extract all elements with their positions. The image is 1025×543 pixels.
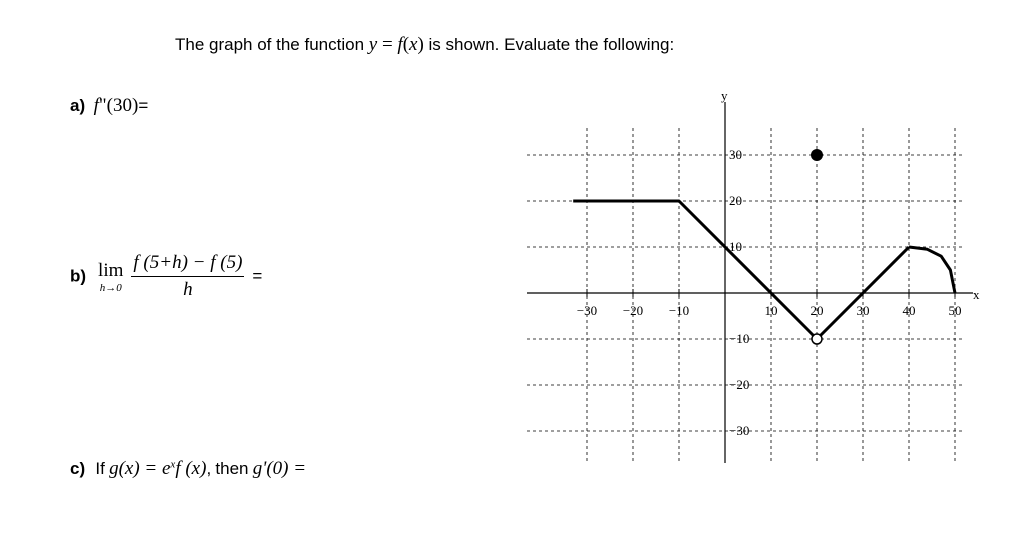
- function-graph: [525, 88, 995, 473]
- x-tick-label: 40: [902, 303, 916, 318]
- question-c-comma: ,: [206, 459, 212, 478]
- question-c-label: c): [70, 459, 86, 478]
- y-tick-label: −10: [729, 331, 750, 346]
- y-tick-label: 20: [729, 193, 742, 208]
- question-a-f: f: [93, 95, 99, 116]
- filled-point: [811, 149, 823, 161]
- fraction-numerator: f (5+h) − f (5): [131, 252, 244, 277]
- paren-left: (: [402, 34, 410, 55]
- y-tick-label: −30: [729, 423, 750, 438]
- question-b: [70, 252, 262, 301]
- question-c-if: If: [95, 459, 105, 478]
- question-c-then: then: [215, 459, 249, 478]
- x-axis-label: x: [973, 287, 980, 302]
- question-a-arg: (30): [106, 95, 139, 116]
- y-tick-label: −20: [729, 377, 750, 392]
- limit-subscript: h→0: [99, 281, 122, 294]
- question-b-label: b): [70, 266, 87, 286]
- var-y: y: [368, 34, 378, 55]
- question-a-primes: ": [98, 95, 107, 116]
- question-c-g-definition: g(x) = e: [109, 458, 171, 479]
- function-curve: [909, 247, 955, 293]
- x-tick-label: 20: [810, 303, 824, 318]
- y-tick-label: 30: [729, 147, 742, 162]
- x-tick-label: 50: [948, 303, 962, 318]
- limit-text: lim: [98, 259, 124, 281]
- question-c: [70, 458, 306, 480]
- limit-operator: [98, 260, 123, 294]
- x-tick-label: −10: [668, 303, 690, 318]
- eq-sign: =: [377, 34, 398, 55]
- y-tick-label: 10: [729, 239, 742, 254]
- fraction-denominator: h: [183, 279, 193, 300]
- question-a: [70, 95, 148, 117]
- x-tick-label: 10: [764, 303, 778, 318]
- x-tick-label: −30: [576, 303, 598, 318]
- function-curve: [573, 201, 909, 339]
- y-axis-label: y: [721, 88, 728, 103]
- x-tick-label: −20: [622, 303, 644, 318]
- var-x: x: [409, 34, 418, 55]
- problem-statement: [175, 34, 674, 56]
- question-a-label: a): [70, 96, 86, 115]
- question-c-g-prime: g'(0) =: [252, 458, 307, 479]
- func-f: f: [397, 34, 403, 55]
- question-a-equals: =: [138, 96, 149, 115]
- paren-right: ): [417, 34, 424, 55]
- open-point: [812, 334, 822, 344]
- statement-text: The graph of the function: [175, 35, 365, 54]
- exponent-x: x: [170, 458, 176, 471]
- difference-quotient: [131, 252, 244, 301]
- x-tick-label: 30: [856, 303, 870, 318]
- statement-text-end: is shown. Evaluate the following:: [423, 35, 675, 54]
- question-b-equals: =: [252, 266, 263, 286]
- question-c-f-part: f (x): [175, 458, 207, 479]
